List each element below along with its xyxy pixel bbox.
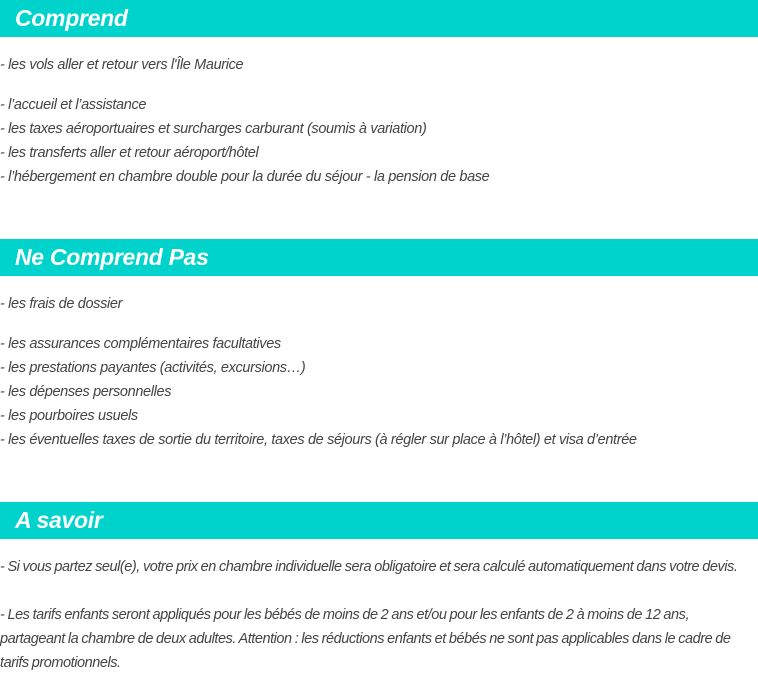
section-title: Comprend [15,5,128,31]
list-item: - les prestations payantes (activités, excursions…) [0,360,306,376]
list-item: - les frais de dossier [0,296,123,312]
list-item: - l’hébergement en chambre double pour la durée du séjour - la pension de base [0,169,490,185]
list-item: - les pourboires usuels [0,408,138,424]
section-header-comprend [0,0,758,37]
list-item: - les vols aller et retour vers l'Île Maurice [0,57,244,73]
section-title: A savoir [15,507,103,533]
info-paragraph: - Les tarifs enfants seront appliqués pour les bébés de moins de 2 ans et/ou pour les enfants de 2 à moins de 12 ans, partageant la chambre de deux adultes. Attention : les réductions enfants et bébés ne sont pas applicables dans le cadre de tarifs promotionnels. [0,607,731,671]
list-item: - les éventuelles taxes de sortie du territoire, taxes de séjours (à régler sur place à l’hôtel) et visa d’entrée [0,432,637,448]
list-item: - les assurances complémentaires facultatives [0,336,281,352]
section-header-a-savoir [0,502,758,539]
list-item: - l’accueil et l’assistance [0,97,147,113]
list-item: - les taxes aéroportuaires et surcharges carburant (soumis à variation) [0,121,427,137]
list-item: - les transferts aller et retour aéroport/hôtel [0,145,259,161]
section-header-ne-comprend-pas [0,239,758,276]
info-paragraph: - Si vous partez seul(e), votre prix en chambre individuelle sera obligatoire et sera calculé automatiquement dans votre devis. [0,559,738,575]
section-title: Ne Comprend Pas [15,244,209,270]
list-item: - les dépenses personnelles [0,384,172,400]
